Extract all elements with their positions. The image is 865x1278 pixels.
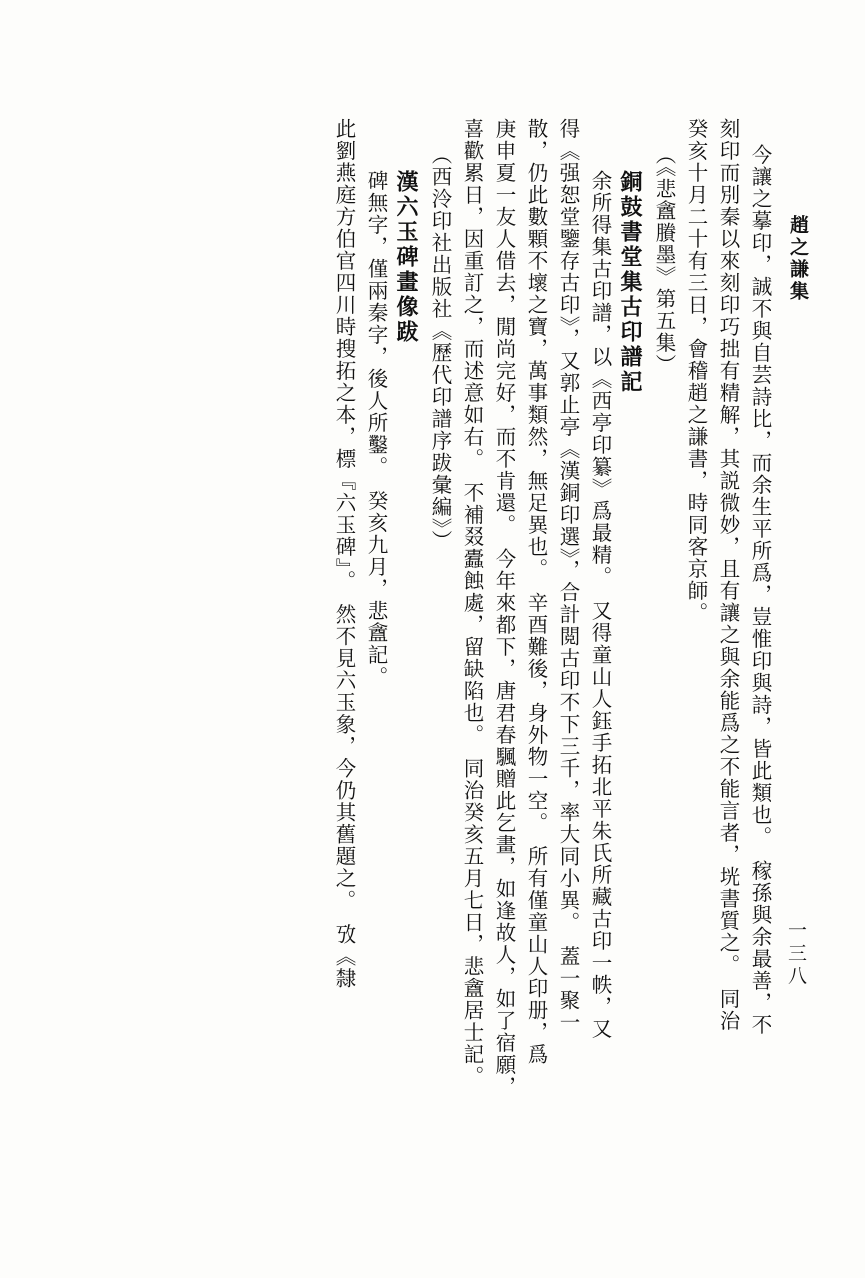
text-column: 散，仍此數顆不壞之寶，萬事類然，無足異也。 辛酉難後，身外物一空。 所有僅童山人印册，爲 (524, 118, 546, 1066)
text-column: （《悲盦賸墨》第五集） (652, 144, 674, 376)
text-column: （西泠印社出版社《歷代印譜序跋彙編》） (428, 144, 450, 552)
text-column: 癸亥十月二十有三日，會稽趙之謙書，時同客京師。 (684, 118, 706, 624)
text-column: 今讓之摹印，誠不與自芸詩比，而余生平所爲，豈惟印與詩，皆此類也。 稼孫與余最善，不 (748, 144, 770, 1036)
text-column: 銅鼓書堂集古印譜記 (618, 170, 643, 395)
text-column: 碑無字，僅兩秦字，後人所鑿。 癸亥九月，悲盦記。 (364, 170, 386, 688)
text-column: 漢六玉碑畫像跋 (394, 170, 419, 345)
body-text (321, 118, 769, 1173)
text-column: 此劉燕庭方伯官四川時搜拓之本，標『六玉碑』。 然不見六玉象，今仍其舊題之。 攷《隸 (332, 118, 354, 990)
page-number: 一三八 (785, 920, 806, 989)
text-column: 庚申夏一友人借去，閒尚完好，而不肯還。 今年來都下，唐君春颿贈此乞畫，如逢故人，如了宿願， (492, 118, 514, 1098)
text-column: 刻印而別秦以來刻印巧拙有精解，其説微妙，且有讓之與余能爲之不能言者，垙書質之。 同治 (716, 118, 738, 1032)
page-header (788, 215, 807, 355)
text-column: 喜歡累日，因重訂之，而述意如右。 不補叕蠹蝕處，留缺陷也。 同治癸亥五月七日，悲盦居士記。 (460, 118, 482, 1088)
text-column: 得《强恕堂鑒存古印》，又郭止亭《漢銅印選》，合計閲古印不下三千，率大同小異。 蓋一聚一 (556, 118, 578, 1034)
text-column: 余所得集古印譜，以《西亭印纂》爲最精。 又得童山人鈺手拓北平朱氏所藏古印一帙，又 (588, 170, 610, 1040)
running-title: 趙之謙集 (787, 215, 808, 303)
